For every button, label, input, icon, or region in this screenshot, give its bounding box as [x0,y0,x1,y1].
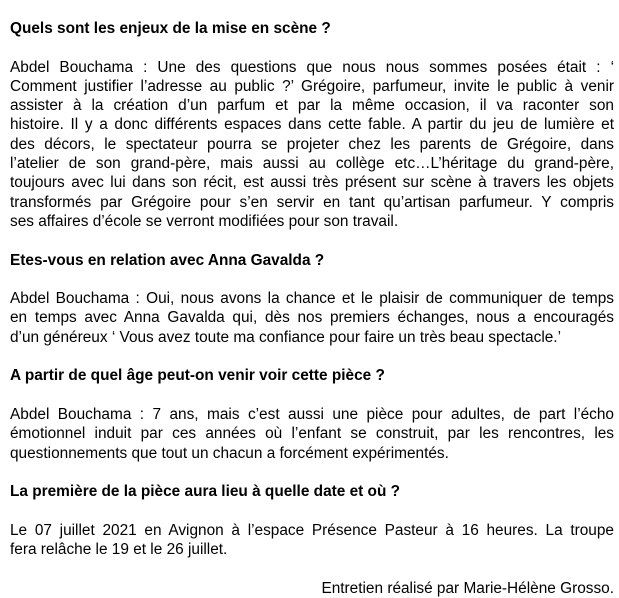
answer-paragraph [10,521,614,560]
answer-paragraph [10,58,614,232]
author-signature: Entretien réalisé par Marie-Hélène Grosso. [321,579,614,597]
interview-document [10,19,614,598]
answer-line: fera relâche le 19 et le 26 juillet. [10,541,228,559]
answer-line: d’un généreux ‘ Vous avez toute ma confiance pour faire un très beau spectacle.’ [10,328,561,346]
answer-line: Comment justifier l’adresse au public ?’ Grégoire, parfumeur, invite le public à venir [10,77,614,95]
answer-line: ses affaires d’école se verront modifiées pour son travail. [10,212,399,230]
answer-line: des décors, le spectateur pourra se projeter chez les parents de Grégoire, dans [10,135,614,153]
answer-paragraph [10,405,614,463]
answer-line: Abdel Bouchama : Une des questions que nous nous sommes posées était : ‘ [10,58,614,76]
question-heading: A partir de quel âge peut-on venir voir cette pièce ? [10,367,385,385]
question-heading: La première de la pièce aura lieu à quelle date et où ? [10,483,401,501]
answer-line: l’atelier de son grand-père, mais aussi au collège etc…L’héritage du grand-père, [10,155,614,173]
answer-line: transformés par Grégoire pour s’en servir en tant qu’artisan parfumeur. Y compris [10,193,614,211]
answer-line: Abdel Bouchama : Oui, nous avons la chance et le plaisir de communiquer de temps [10,290,614,308]
answer-line: histoire. Il y a donc différents espaces dans cette fable. A partir du jeu de lumière et [10,116,614,134]
answer-line: Le 07 juillet 2021 en Avignon à l’espace Présence Pasteur à 16 heures. La troupe [10,521,614,539]
answer-line: émotionnel induit par ces années où l’enfant se construit, par les rencontres, les [10,425,614,443]
answer-line: questionnements que tout un chacun a forcément expérimentés. [10,444,449,462]
answer-line: Abdel Bouchama : 7 ans, mais c’est aussi une pièce pour adultes, de part l’écho [10,405,614,423]
question-heading: Etes-vous en relation avec Anna Gavalda ? [10,251,325,269]
answer-line: assister à la création d’un parfum et par la même occasion, il va raconter son [10,97,614,115]
answer-paragraph [10,289,614,347]
answer-line: toujours avec lui dans son récit, est aussi très présent sur scène à travers les objets [10,174,614,192]
answer-line: en temps avec Anna Gavalda qui, dès nos premiers échanges, nous a encouragés [10,309,614,327]
question-heading: Quels sont les enjeux de la mise en scène ? [10,20,331,37]
